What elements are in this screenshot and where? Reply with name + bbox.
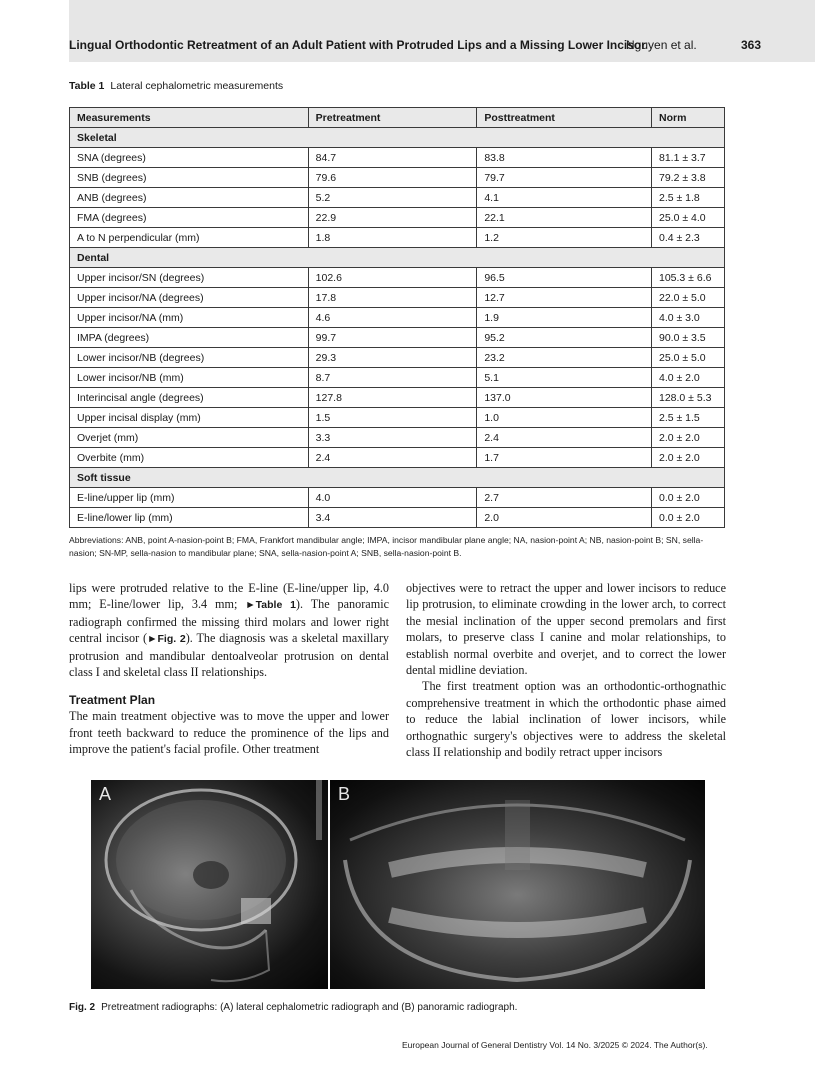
table-cell: 8.7 xyxy=(308,368,477,388)
table-label: Table 1 xyxy=(69,80,105,92)
table-cell: 25.0 ± 5.0 xyxy=(651,348,724,368)
table-cell: 137.0 xyxy=(477,388,652,408)
table-cell: 22.0 ± 5.0 xyxy=(651,288,724,308)
panoramic-radiograph xyxy=(330,780,705,989)
table-cell: 2.5 ± 1.8 xyxy=(651,188,724,208)
table-cell: 17.8 xyxy=(308,288,477,308)
section-header: Soft tissue xyxy=(70,468,725,488)
body-text: ). The panoramic radiograph confirmed the missing third molars and lower right central incisor ( xyxy=(69,597,389,646)
body-column-right xyxy=(406,580,726,760)
table-cell: FMA (degrees) xyxy=(70,208,309,228)
table-cell: 4.0 xyxy=(308,488,477,508)
table-cell: 1.9 xyxy=(477,308,652,328)
panel-b-label: B xyxy=(338,784,351,804)
running-authors: Nguyen et al. xyxy=(626,38,697,52)
table-cell: 4.0 ± 2.0 xyxy=(651,368,724,388)
table-cell: 3.4 xyxy=(308,508,477,528)
table-cell: 22.9 xyxy=(308,208,477,228)
table-cell: 95.2 xyxy=(477,328,652,348)
table-row xyxy=(70,348,725,368)
cephalometric-table xyxy=(69,107,725,528)
table-cell: 0.4 ± 2.3 xyxy=(651,228,724,248)
table-cell: 2.4 xyxy=(308,448,477,468)
table-cell: 1.5 xyxy=(308,408,477,428)
table-cell: 102.6 xyxy=(308,268,477,288)
body-paragraph: The first treatment option was an orthodontic-orthognathic comprehensive treatment in which the orthodontic phase aimed to reduce the labial inclination of lower incisors, while orthognathic surgery's objectives were to address the skeletal class II relationship and bodily retract upper incisors xyxy=(406,679,726,760)
table-row xyxy=(70,188,725,208)
table-row xyxy=(70,288,725,308)
body-paragraph: The main treatment objective was to move the upper and lower front teeth backward to reduce the prominence of the lips and improve the patient's facial profile. Other treatment xyxy=(69,709,389,757)
table-cell: Upper incisor/SN (degrees) xyxy=(70,268,309,288)
table-row xyxy=(70,328,725,348)
table-cell: 105.3 ± 6.6 xyxy=(651,268,724,288)
table-row xyxy=(70,148,725,168)
table-row xyxy=(70,168,725,188)
body-text: lips were protruded relative to the E-line (E-line/upper lip, 4.0 mm; E-line/lower lip, 3.4 mm; xyxy=(69,581,389,612)
table-row xyxy=(70,208,725,228)
table-cell: Overbite (mm) xyxy=(70,448,309,468)
table-cell: Lower incisor/NB (mm) xyxy=(70,368,309,388)
table-cell: 2.4 xyxy=(477,428,652,448)
table-cell: 79.7 xyxy=(477,168,652,188)
table-cell: 79.6 xyxy=(308,168,477,188)
body-text: ). The diagnosis was a skeletal maxillary protrusion and mandibular dentoalveolar protrusion on dental class I and skeletal class II relationships. xyxy=(69,631,389,680)
table-cell: 2.0 ± 2.0 xyxy=(651,448,724,468)
column-header: Pretreatment xyxy=(308,108,477,128)
running-title: Lingual Orthodontic Retreatment of an Adult Patient with Protruded Lips and a Missing Lower Incisor xyxy=(69,38,646,52)
table-cell: SNA (degrees) xyxy=(70,148,309,168)
table-caption-text: Lateral cephalometric measurements xyxy=(110,80,284,92)
table-cell: 2.0 ± 2.0 xyxy=(651,428,724,448)
table-cell: 90.0 ± 3.5 xyxy=(651,328,724,348)
table-cell: 23.2 xyxy=(477,348,652,368)
table-row xyxy=(70,488,725,508)
section-header: Dental xyxy=(70,248,725,268)
table-cell: 22.1 xyxy=(477,208,652,228)
table-cell: ANB (degrees) xyxy=(70,188,309,208)
figure-reference-link[interactable]: ►Fig. 2 xyxy=(147,633,186,646)
skull-profile-graphic xyxy=(91,780,328,989)
table-cell: 0.0 ± 2.0 xyxy=(651,488,724,508)
table-row xyxy=(70,508,725,528)
panel-a-label: A xyxy=(99,784,112,804)
section-row xyxy=(70,248,725,268)
table-cell: 4.1 xyxy=(477,188,652,208)
section-heading: Treatment Plan xyxy=(69,693,156,708)
column-header: Norm xyxy=(651,108,724,128)
table-cell: IMPA (degrees) xyxy=(70,328,309,348)
table-abbreviations: Abbreviations: ANB, point A-nasion-point B; FMA, Frankfort mandibular angle; IMPA, incisor mandibular plane angle; NA, nasion-point A; NB, nasion-point B; SN, sella-nasion; SN-MP, sella-nasion to mandibular plane; SNA, sella-nasion-point A; SNB, sella-nasion-point B. xyxy=(69,535,704,558)
table-cell: Upper incisal display (mm) xyxy=(70,408,309,428)
table-header-row xyxy=(70,108,725,128)
figure-caption-text: Pretreatment radiographs: (A) lateral cephalometric radiograph and (B) panoramic radiograph. xyxy=(101,1002,518,1013)
body-paragraph: objectives were to retract the upper and lower incisors to reduce lip protrusion, to eliminate crowding in the lower arch, to correct the mesial inclination of the upper second premolars and first molars, to preserve class I canine and molar relationships, to establish normal overbite and overjet, and to correct the lower dental midline deviation. xyxy=(406,581,726,678)
table-row xyxy=(70,448,725,468)
table-cell: 1.2 xyxy=(477,228,652,248)
table-cell: 4.6 xyxy=(308,308,477,328)
cephalometric-radiograph xyxy=(91,780,328,989)
table-cell: 12.7 xyxy=(477,288,652,308)
table-body xyxy=(70,128,725,528)
table-cell: 4.0 ± 3.0 xyxy=(651,308,724,328)
table-cell: 2.0 xyxy=(477,508,652,528)
section-row xyxy=(70,468,725,488)
table-cell: 25.0 ± 4.0 xyxy=(651,208,724,228)
figure-label: Fig. 2 xyxy=(69,1002,96,1013)
journal-footer: European Journal of General Dentistry Vol. 14 No. 3/2025 © 2024. The Author(s). xyxy=(402,1040,708,1050)
table-cell: 128.0 ± 5.3 xyxy=(651,388,724,408)
table-cell: 1.8 xyxy=(308,228,477,248)
table-caption xyxy=(69,80,283,92)
table-row xyxy=(70,308,725,328)
body-paragraph xyxy=(69,580,389,680)
table-cell: 83.8 xyxy=(477,148,652,168)
table-cell: 84.7 xyxy=(308,148,477,168)
figure-caption xyxy=(69,1002,517,1013)
table-cell: 96.5 xyxy=(477,268,652,288)
table-cell: 5.1 xyxy=(477,368,652,388)
table-cell: 81.1 ± 3.7 xyxy=(651,148,724,168)
header-band xyxy=(69,0,815,62)
column-header: Measurements xyxy=(70,108,309,128)
table-cell: 1.7 xyxy=(477,448,652,468)
table-cell: E-line/upper lip (mm) xyxy=(70,488,309,508)
table-cell: A to N perpendicular (mm) xyxy=(70,228,309,248)
table-row xyxy=(70,228,725,248)
table-cell: SNB (degrees) xyxy=(70,168,309,188)
section-header: Skeletal xyxy=(70,128,725,148)
table-cell: 29.3 xyxy=(308,348,477,368)
table-cell: 127.8 xyxy=(308,388,477,408)
table-cell: 5.2 xyxy=(308,188,477,208)
table-row xyxy=(70,428,725,448)
table-cell: 79.2 ± 3.8 xyxy=(651,168,724,188)
table-cell: 0.0 ± 2.0 xyxy=(651,508,724,528)
table-row xyxy=(70,408,725,428)
table-cell: 3.3 xyxy=(308,428,477,448)
table-cell: Overjet (mm) xyxy=(70,428,309,448)
table-reference-link[interactable]: ►Table 1 xyxy=(245,599,296,612)
table-cell: E-line/lower lip (mm) xyxy=(70,508,309,528)
body-column-left xyxy=(69,580,389,758)
table-cell: Lower incisor/NB (degrees) xyxy=(70,348,309,368)
dental-arch-graphic xyxy=(330,780,705,989)
page-number: 363 xyxy=(741,38,762,52)
column-header: Posttreatment xyxy=(477,108,652,128)
table-cell: 99.7 xyxy=(308,328,477,348)
table-row xyxy=(70,368,725,388)
table-cell: 1.0 xyxy=(477,408,652,428)
table-row xyxy=(70,268,725,288)
table-cell: 2.5 ± 1.5 xyxy=(651,408,724,428)
table-cell: Upper incisor/NA (mm) xyxy=(70,308,309,328)
table-cell: Interincisal angle (degrees) xyxy=(70,388,309,408)
table-row xyxy=(70,388,725,408)
table-cell: Upper incisor/NA (degrees) xyxy=(70,288,309,308)
table-cell: 2.7 xyxy=(477,488,652,508)
section-row xyxy=(70,128,725,148)
